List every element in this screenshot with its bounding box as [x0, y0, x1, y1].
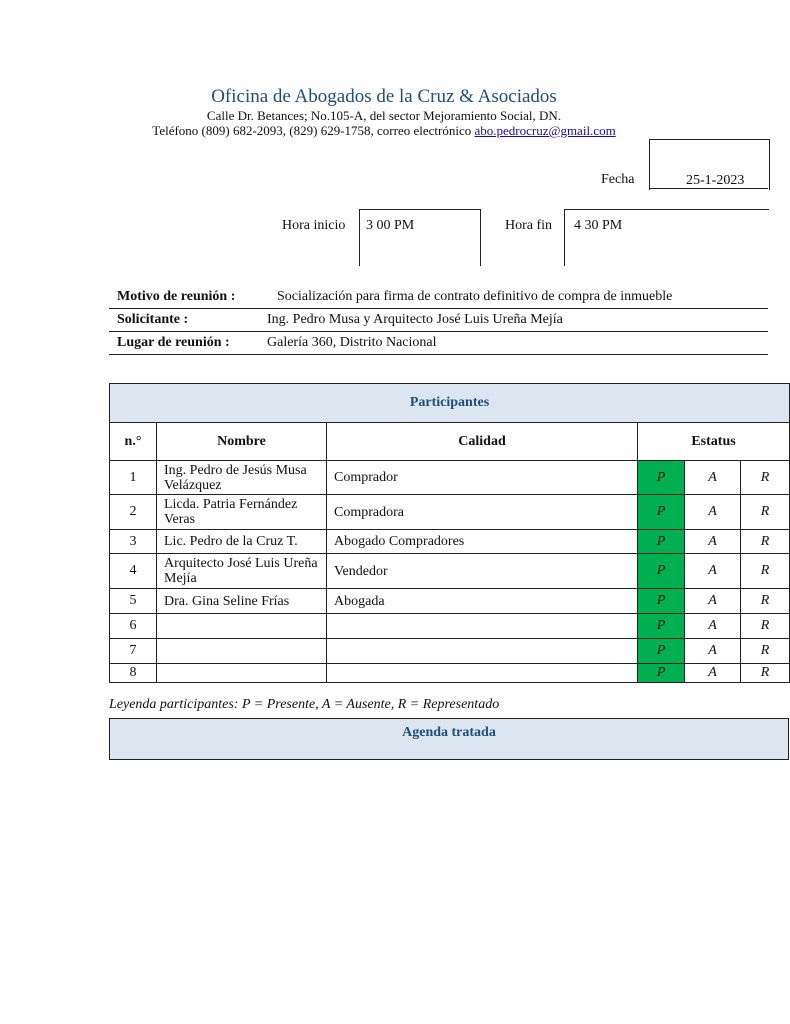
fecha-underline: [649, 188, 768, 189]
status-represented-cell[interactable]: R: [741, 495, 790, 530]
solicitante-label: Solicitante :: [109, 309, 261, 332]
status-present-cell[interactable]: P: [638, 639, 685, 664]
status-present-cell[interactable]: P: [638, 614, 685, 639]
fecha-box[interactable]: [649, 139, 770, 190]
lugar-row: [109, 332, 768, 355]
motivo-value: Socialización para firma de contrato definitivo de compra de inmueble: [261, 286, 768, 309]
participant-name: Dra. Gina Seline Frías: [157, 589, 327, 614]
status-present-cell[interactable]: P: [638, 664, 685, 683]
hora-inicio-value: 3 00 PM: [366, 218, 415, 233]
status-represented-cell[interactable]: R: [741, 664, 790, 683]
office-address: Calle Dr. Betances; No.105-A, del sector Mejoramiento Social, DN.: [206, 108, 562, 123]
participant-name: Arquitecto José Luis Ureña Mejía: [157, 554, 327, 589]
participants-legend: Leyenda participantes: P = Presente, A = Ausente, R = Representado: [109, 697, 500, 712]
participant-role: Abogado Compradores: [327, 530, 638, 554]
participant-number: 2: [110, 495, 157, 530]
participant-row: [110, 554, 790, 589]
participant-role: Comprador: [327, 461, 638, 495]
participant-number: 7: [110, 639, 157, 664]
participant-role: Compradora: [327, 495, 638, 530]
agenda-title: Agenda tratada: [402, 725, 496, 740]
solicitante-value: Ing. Pedro Musa y Arquitecto José Luis Ureña Mejía: [261, 309, 768, 332]
solicitante-row: [109, 309, 768, 332]
participant-name: Ing. Pedro de Jesús Musa Velázquez: [157, 461, 327, 495]
status-absent-cell[interactable]: A: [685, 554, 741, 589]
motivo-label: Motivo de reunión :: [109, 286, 261, 309]
participant-role: [327, 664, 638, 683]
status-absent-cell[interactable]: A: [685, 664, 741, 683]
participants-table: [109, 383, 790, 683]
hora-fin-label: Hora fin: [505, 218, 553, 233]
status-absent-cell[interactable]: A: [685, 614, 741, 639]
hora-fin-box[interactable]: [564, 209, 769, 266]
fecha-label: Fecha: [601, 172, 635, 187]
status-absent-cell[interactable]: A: [685, 495, 741, 530]
col-estatus-header: Estatus: [638, 423, 790, 461]
participant-row: [110, 461, 790, 495]
participant-row: [110, 495, 790, 530]
fecha-value: 25-1-2023: [686, 173, 745, 188]
lugar-value: Galería 360, Distrito Nacional: [261, 332, 768, 355]
col-num-header: n.°: [110, 423, 157, 461]
status-represented-cell[interactable]: R: [741, 639, 790, 664]
contact-phones: Teléfono (809) 682-2093, (829) 629-1758, correo electrónico: [152, 123, 472, 138]
participant-name: [157, 639, 327, 664]
participant-row: [110, 589, 790, 614]
meeting-info-table: [109, 286, 768, 355]
status-present-cell[interactable]: P: [638, 530, 685, 554]
status-absent-cell[interactable]: A: [685, 589, 741, 614]
status-represented-cell[interactable]: R: [741, 614, 790, 639]
status-represented-cell[interactable]: R: [741, 461, 790, 495]
office-contact: [0, 123, 768, 139]
status-present-cell[interactable]: P: [638, 495, 685, 530]
participants-title: Participantes: [110, 384, 790, 423]
participant-name: Lic. Pedro de la Cruz T.: [157, 530, 327, 554]
participant-name: Licda. Patria Fernández Veras: [157, 495, 327, 530]
status-absent-cell[interactable]: A: [685, 639, 741, 664]
status-represented-cell[interactable]: R: [741, 530, 790, 554]
status-present-cell[interactable]: P: [638, 554, 685, 589]
email-link[interactable]: abo.pedrocruz@gmail.com: [474, 123, 616, 138]
participant-name: [157, 664, 327, 683]
participant-number: 8: [110, 664, 157, 683]
participant-role: Vendedor: [327, 554, 638, 589]
status-present-cell[interactable]: P: [638, 589, 685, 614]
motivo-row: [109, 286, 768, 309]
participant-row: [110, 614, 790, 639]
participant-name: [157, 614, 327, 639]
office-title: Oficina de Abogados de la Cruz & Asociados: [211, 86, 557, 107]
participant-number: 4: [110, 554, 157, 589]
participants-body: [110, 461, 790, 683]
participant-role: Abogada: [327, 589, 638, 614]
agenda-section: [109, 718, 789, 760]
participant-row: [110, 530, 790, 554]
status-absent-cell[interactable]: A: [685, 461, 741, 495]
status-present-cell[interactable]: P: [638, 461, 685, 495]
col-calidad-header: Calidad: [327, 423, 638, 461]
status-represented-cell[interactable]: R: [741, 589, 790, 614]
participant-number: 5: [110, 589, 157, 614]
participant-role: [327, 639, 638, 664]
participant-row: [110, 639, 790, 664]
participant-number: 6: [110, 614, 157, 639]
participant-role: [327, 614, 638, 639]
lugar-label: Lugar de reunión :: [109, 332, 261, 355]
status-represented-cell[interactable]: R: [741, 554, 790, 589]
hora-inicio-box[interactable]: [359, 209, 481, 266]
status-absent-cell[interactable]: A: [685, 530, 741, 554]
participant-number: 3: [110, 530, 157, 554]
hora-inicio-label: Hora inicio: [282, 218, 346, 233]
col-nombre-header: Nombre: [157, 423, 327, 461]
hora-fin-value: 4 30 PM: [574, 218, 623, 233]
participant-number: 1: [110, 461, 157, 495]
participant-row: [110, 664, 790, 683]
